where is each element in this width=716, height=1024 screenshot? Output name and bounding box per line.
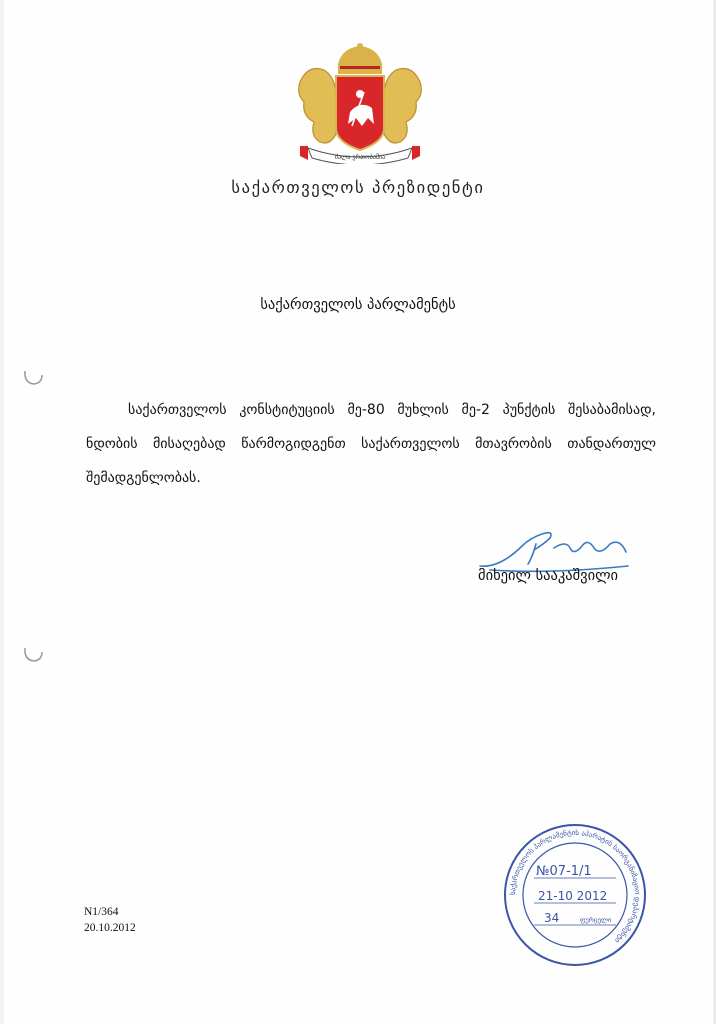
emblem-motto: ძალა ერთობაშია [334, 154, 386, 161]
letter-body: საქართველოს კონსტიტუციის მე-80 მუხლის მე-2 პუნქტის შესაბამისად, ნდობის მისაღებად წარმოგიდგენთ საქართველოს მთავრობის თანდართულ შემადგენლობას. [86, 402, 656, 486]
recipient: საქართველოს პარლამენტს [260, 297, 456, 313]
page-left-edge [0, 0, 4, 1024]
georgia-coat-of-arms-icon [290, 42, 430, 164]
stamp-sheets: 34 [544, 911, 560, 925]
reference-date: 20.10.2012 [84, 922, 136, 934]
punch-hole-icon [20, 363, 46, 389]
right-lion-icon [384, 69, 421, 144]
left-lion-icon [299, 69, 336, 144]
signer-name: მიხეილ სააკაშვილი [478, 568, 619, 584]
stamp-reg-date: 21-10 2012 [538, 889, 608, 903]
stamp-reg-number: №07-1/1 [536, 864, 592, 879]
punch-hole-icon [20, 640, 46, 666]
stamp-ring-text: საქართველოს პარლამენტის აპარატის საორგანიზაციო დეპარტამენტი [508, 828, 642, 945]
registration-stamp [500, 820, 650, 970]
reference-number: N1/364 [84, 906, 119, 918]
reference-block [84, 904, 136, 936]
stamp-sheets-label: ფურცელი [580, 916, 612, 924]
crown-icon [338, 43, 382, 74]
org-title: საქართველოს პრეზიდენტი [231, 178, 485, 197]
